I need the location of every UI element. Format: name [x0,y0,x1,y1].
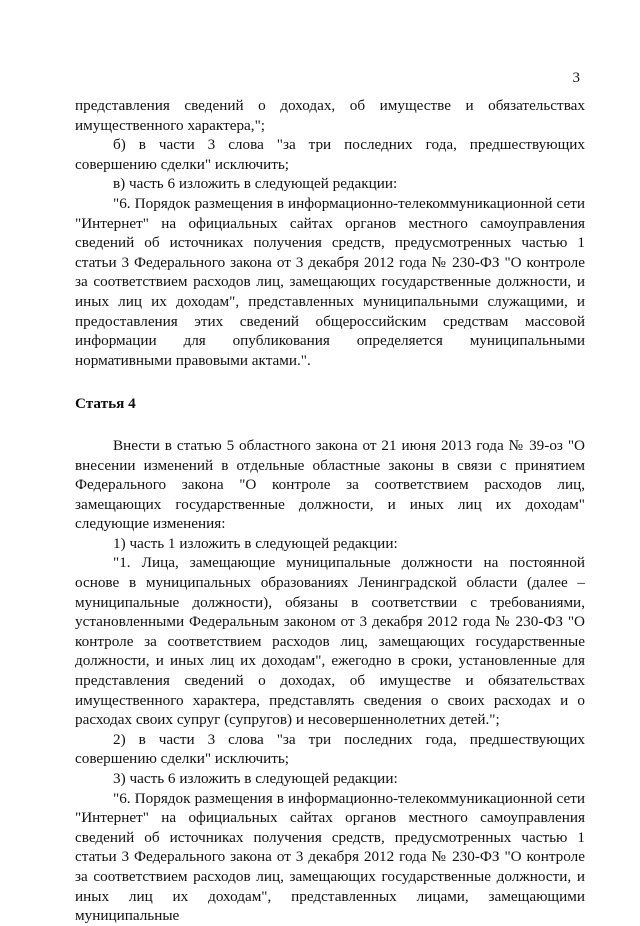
paragraph-part-6-text-b: "6. Порядок размещения в информационно-телекоммуникационной сети "Интернет" на официальных сайтах органов местного самоуправления сведений об источниках получения средств, предусмотренных частью 1 статьи 3 Федерального закона от 3 декабря 2012 года № 230-ФЗ "О контроле за соответствием расходов лиц, замещающих государственные должности, и иных лиц их доходам", представленных лицами, замещающими муниципальные [75,789,585,925]
paragraph-item-2: 2) в части 3 слова "за три последних года, предшествующих совершению сделки" исключить; [75,730,585,768]
paragraph-part-6-text: "6. Порядок размещения в информационно-телекоммуникационной сети "Интернет" на официальных сайтах органов местного самоуправления сведений об источниках получения средств, предусмотренных частью 1 статьи 3 Федерального закона от 3 декабря 2012 года № 230-ФЗ "О контроле за соответствием расходов лиц, замещающих государственные должности, и иных лиц их доходам", представленных муниципальными служащими, и предоставления этих сведений общероссийским средствам массовой информации для опубликования определяется муниципальными нормативными правовыми актами.". [75,194,585,369]
document-body [75,96,585,926]
paragraph-item-1: 1) часть 1 изложить в следующей редакции: [113,534,398,552]
paragraph-part-1-text: "1. Лица, замещающие муниципальные должности на постоянной основе в муниципальных образованиях Ленинградской области (далее – муниципальные должности), обязаны в соответствии с требованиями, установленными Федеральным законом от 3 декабря 2012 года № 230-ФЗ "О контроле за соответствием расходов лиц, замещающих государственные должности, и иных лиц их доходам", ежегодно в сроки, установленные для представления сведений о доходах, об имуществе и обязательствах имущественного характера, представлять сведения о своих расходах и о расходах своих супруг (супругов) и несовершеннолетних детей."; [75,554,585,729]
paragraph-article-intro: Внести в статью 5 областного закона от 21 июня 2013 года № 39-оз "О внесении изменений в отдельные областные законы в связи с принятием Федерального закона "О контроле за соответствием расходов лиц, замещающих государственные должности, и иных лиц их доходам" следующие изменения: [75,436,585,533]
paragraph-item-v: в) часть 6 изложить в следующей редакции: [113,175,398,193]
paragraph-continuation: представления сведений о доходах, об имуществе и обязательствах имущественного характера,"; [75,97,585,134]
paragraph-item-b: б) в части 3 слова "за три последних года, предшествующих совершению сделки" исключить; [75,136,585,173]
paragraph-item-3: 3) часть 6 изложить в следующей редакции: [113,770,398,787]
page-number: 3 [572,70,580,86]
article-heading: Статья 4 [75,395,136,413]
